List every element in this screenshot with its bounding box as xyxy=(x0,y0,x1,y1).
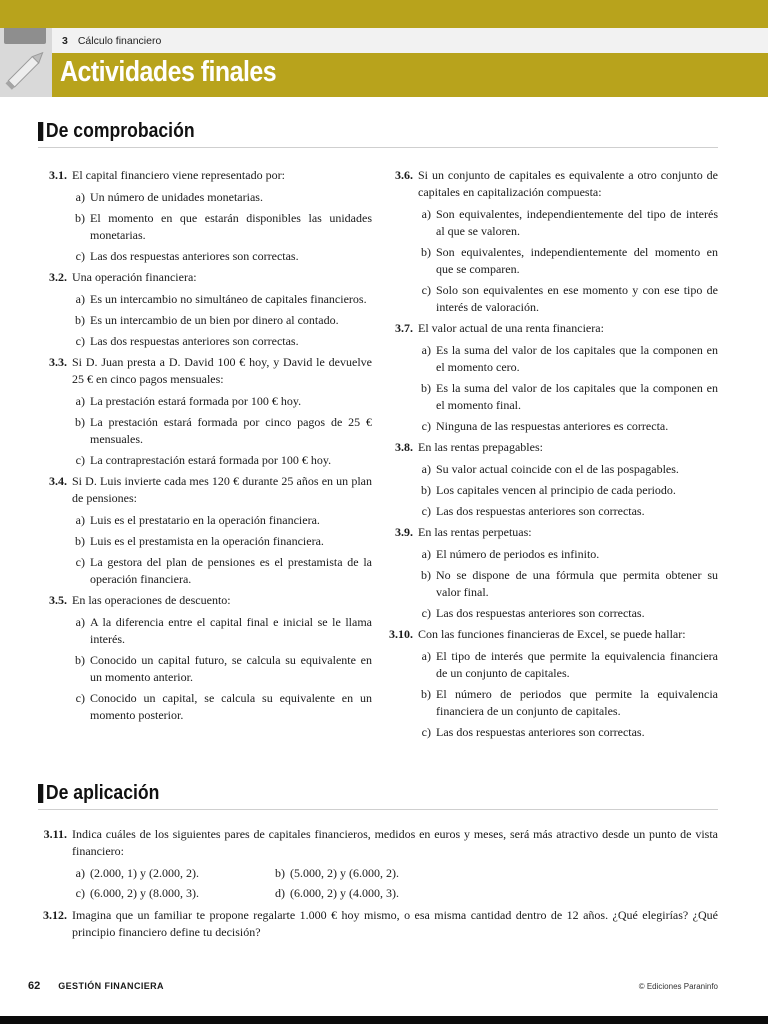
option xyxy=(418,648,718,682)
option-text: Los capitales vencen al principio de cada periodo. xyxy=(436,483,676,497)
section-heading-comprobacion xyxy=(38,120,195,143)
option-text: La prestación estará formada por cinco pagos de 25 € mensuales. xyxy=(90,415,372,446)
bottom-bar xyxy=(0,1016,768,1024)
right-question-column xyxy=(384,167,718,745)
top-color-bar xyxy=(0,0,768,28)
option-letter: a) xyxy=(421,343,431,357)
option xyxy=(72,414,372,448)
section-marker xyxy=(38,784,43,803)
option-letter: b) xyxy=(75,534,85,548)
option-text: Solo son equivalentes en ese momento y con ese tipo de interés de valoración. xyxy=(436,283,718,314)
option-letter: a) xyxy=(421,547,431,561)
section-marker xyxy=(38,122,43,141)
option xyxy=(272,885,532,902)
option-letter: b) xyxy=(75,653,85,667)
option-text: Son equivalentes, independientemente del momento en que se comparen. xyxy=(436,245,718,276)
option-letter: c) xyxy=(75,555,85,569)
option xyxy=(72,885,272,902)
option xyxy=(418,418,718,435)
option-text: Conocido un capital, se calcula su equivalente en un momento posterior. xyxy=(90,691,372,722)
question xyxy=(38,354,372,388)
option-text: El número de periodos que permite la equivalencia financiera de un conjunto de capitales. xyxy=(436,687,718,718)
question-number: 3.7. xyxy=(395,321,413,335)
chapter-title: Cálculo financiero xyxy=(77,35,162,47)
option-letter: a) xyxy=(75,866,85,880)
pencil-icon xyxy=(0,28,52,97)
option-text: Las dos respuestas anteriores son correctas. xyxy=(436,606,645,620)
option-text: Las dos respuestas anteriores son correctas. xyxy=(90,249,299,263)
option xyxy=(418,605,718,622)
option-text: Las dos respuestas anteriores son correctas. xyxy=(436,725,645,739)
option xyxy=(418,206,718,240)
option-letter: a) xyxy=(75,615,85,629)
option-letter: c) xyxy=(421,504,431,518)
option xyxy=(72,210,372,244)
option-letter: b) xyxy=(75,313,85,327)
option-text: La prestación estará formada por 100 € hoy. xyxy=(90,394,302,408)
option-text: Ninguna de las respuestas anteriores es correcta. xyxy=(436,419,669,433)
option-letter: c) xyxy=(75,249,85,263)
question-number: 3.4. xyxy=(49,474,67,488)
option-letter: c) xyxy=(75,334,85,348)
option-text: Es un intercambio de un bien por dinero al contado. xyxy=(90,313,339,327)
question-number: 3.8. xyxy=(395,440,413,454)
option xyxy=(72,291,372,308)
option xyxy=(418,686,718,720)
option xyxy=(72,554,372,588)
option xyxy=(418,244,718,278)
question-number: 3.2. xyxy=(49,270,67,284)
option-letter: b) xyxy=(421,245,431,259)
option-letter: a) xyxy=(421,207,431,221)
option-text: Las dos respuestas anteriores son correctas. xyxy=(436,504,645,518)
breadcrumb xyxy=(62,35,161,47)
question-text: Si D. Juan presta a D. David 100 € hoy, y David le devuelve 25 € en cinco pagos mensuales: xyxy=(72,355,372,386)
question-text: En las rentas perpetuas: xyxy=(418,525,532,539)
option xyxy=(72,333,372,350)
option-text: Conocido un capital futuro, se calcula su equivalente en un momento anterior. xyxy=(90,653,372,684)
option-text: La gestora del plan de pensiones es el prestamista de la operación financiera. xyxy=(90,555,372,586)
option xyxy=(418,567,718,601)
question xyxy=(384,439,718,456)
option xyxy=(72,452,372,469)
question xyxy=(384,320,718,337)
option xyxy=(72,189,372,206)
left-question-column xyxy=(38,167,372,728)
question-text: Con las funciones financieras de Excel, se puede hallar: xyxy=(418,627,686,641)
page-number: 62 xyxy=(28,980,41,992)
option-letter: a) xyxy=(75,394,85,408)
question-text: Indica cuáles de los siguientes pares de capitales financieros, medidos en euros y meses, será más atractivo desde un punto de vista financiero: xyxy=(72,827,718,858)
option-text: Es la suma del valor de los capitales que la componen en el momento cero. xyxy=(436,343,718,374)
option-letter: b) xyxy=(421,687,431,701)
section-title: De aplicación xyxy=(45,782,160,804)
option xyxy=(418,282,718,316)
option-text: Las dos respuestas anteriores son correctas. xyxy=(90,334,299,348)
option xyxy=(272,865,532,882)
option-letter: a) xyxy=(75,190,85,204)
option-text: Son equivalentes, independientemente del tipo de interés al que se valoren. xyxy=(436,207,718,238)
question xyxy=(38,592,372,609)
option xyxy=(418,461,718,478)
option-text: Es un intercambio no simultáneo de capitales financieros. xyxy=(90,292,367,306)
option-letter: c) xyxy=(421,283,431,297)
option-text: No se dispone de una fórmula que permita obtener su valor final. xyxy=(436,568,718,599)
question-number: 3.11. xyxy=(43,827,67,841)
question-number: 3.3. xyxy=(49,355,67,369)
option xyxy=(418,482,718,499)
option-letter: a) xyxy=(421,649,431,663)
option-letter: c) xyxy=(421,606,431,620)
option-text: Su valor actual coincide con el de las pospagables. xyxy=(436,462,679,476)
page-footer xyxy=(28,980,718,992)
question xyxy=(384,626,718,643)
option-letter: b) xyxy=(275,866,285,880)
option xyxy=(72,865,272,882)
section-heading-aplicacion xyxy=(38,782,159,805)
application-questions xyxy=(38,826,718,946)
question-number: 3.1. xyxy=(49,168,67,182)
book-title: GESTIÓN FINANCIERA xyxy=(58,981,164,991)
option-text: (5.000, 2) y (6.000, 2). xyxy=(290,866,399,880)
option-letter: b) xyxy=(421,568,431,582)
option-text: El tipo de interés que permite la equivalencia financiera de un conjunto de capitales. xyxy=(436,649,718,680)
question xyxy=(38,907,718,941)
option xyxy=(72,512,372,529)
option-letter: b) xyxy=(75,415,85,429)
question-text: El capital financiero viene representado por: xyxy=(72,168,285,182)
option-letter: c) xyxy=(75,453,85,467)
question-number: 3.9. xyxy=(395,525,413,539)
option-letter: c) xyxy=(75,691,85,705)
section-rule xyxy=(38,809,718,810)
option-letter: a) xyxy=(421,462,431,476)
question xyxy=(384,524,718,541)
option-letter: b) xyxy=(421,483,431,497)
option-letter: c) xyxy=(75,886,85,900)
question-text: En las operaciones de descuento: xyxy=(72,593,231,607)
question xyxy=(38,269,372,286)
question-text: Si D. Luis invierte cada mes 120 € durante 25 años en un plan de pensiones: xyxy=(72,474,372,505)
question-number: 3.5. xyxy=(49,593,67,607)
option-letter: b) xyxy=(421,381,431,395)
option xyxy=(418,546,718,563)
question-text: Imagina que un familiar te propone regalarte 1.000 € hoy mismo, o esa misma cantidad dentro de 12 años. ¿Qué elegirías? ¿Qué principio financiero define tu decisión? xyxy=(72,908,718,939)
option xyxy=(418,503,718,520)
option-text: Es la suma del valor de los capitales que la componen en el momento final. xyxy=(436,381,718,412)
option xyxy=(418,342,718,376)
option-text: Luis es el prestatario en la operación financiera. xyxy=(90,513,320,527)
option-text: Luis es el prestamista en la operación financiera. xyxy=(90,534,324,548)
section-title: De comprobación xyxy=(45,120,195,142)
question-number: 3.12. xyxy=(43,908,67,922)
option xyxy=(418,724,718,741)
question-number: 3.10. xyxy=(389,627,413,641)
question-text: Una operación financiera: xyxy=(72,270,197,284)
section-rule xyxy=(38,147,718,148)
question xyxy=(38,167,372,184)
option xyxy=(418,380,718,414)
option-letter: a) xyxy=(75,513,85,527)
question xyxy=(38,473,372,507)
option-text: A la diferencia entre el capital final e inicial se le llama interés. xyxy=(90,615,372,646)
question xyxy=(384,167,718,201)
option xyxy=(72,248,372,265)
option-letter: c) xyxy=(421,419,431,433)
option-letter: c) xyxy=(421,725,431,739)
question-text: Si un conjunto de capitales es equivalente a otro conjunto de capitales en capitalización compuesta: xyxy=(418,168,718,199)
option xyxy=(72,690,372,724)
option xyxy=(72,393,372,410)
option-text: La contraprestación estará formada por 100 € hoy. xyxy=(90,453,332,467)
publisher-credit: © Ediciones Paraninfo xyxy=(638,981,718,991)
chapter-number: 3 xyxy=(62,35,68,47)
option-text: (6.000, 2) y (8.000, 3). xyxy=(90,886,199,900)
option-letter: d) xyxy=(275,886,285,900)
page-title: Actividades finales xyxy=(60,56,277,88)
option-letter: a) xyxy=(75,292,85,306)
question-text: El valor actual de una renta financiera: xyxy=(418,321,604,335)
question xyxy=(38,826,718,860)
option-text: El momento en que estarán disponibles las unidades monetarias. xyxy=(90,211,372,242)
option xyxy=(72,652,372,686)
option xyxy=(72,614,372,648)
question-number: 3.6. xyxy=(395,168,413,182)
option-text: El número de periodos es infinito. xyxy=(436,547,600,561)
option-text: (2.000, 1) y (2.000, 2). xyxy=(90,866,199,880)
option xyxy=(72,312,372,329)
capital-pairs xyxy=(72,865,718,902)
option-text: Un número de unidades monetarias. xyxy=(90,190,263,204)
option xyxy=(72,533,372,550)
question-text: En las rentas prepagables: xyxy=(418,440,543,454)
option-text: (6.000, 2) y (4.000, 3). xyxy=(290,886,399,900)
option-letter: b) xyxy=(75,211,85,225)
